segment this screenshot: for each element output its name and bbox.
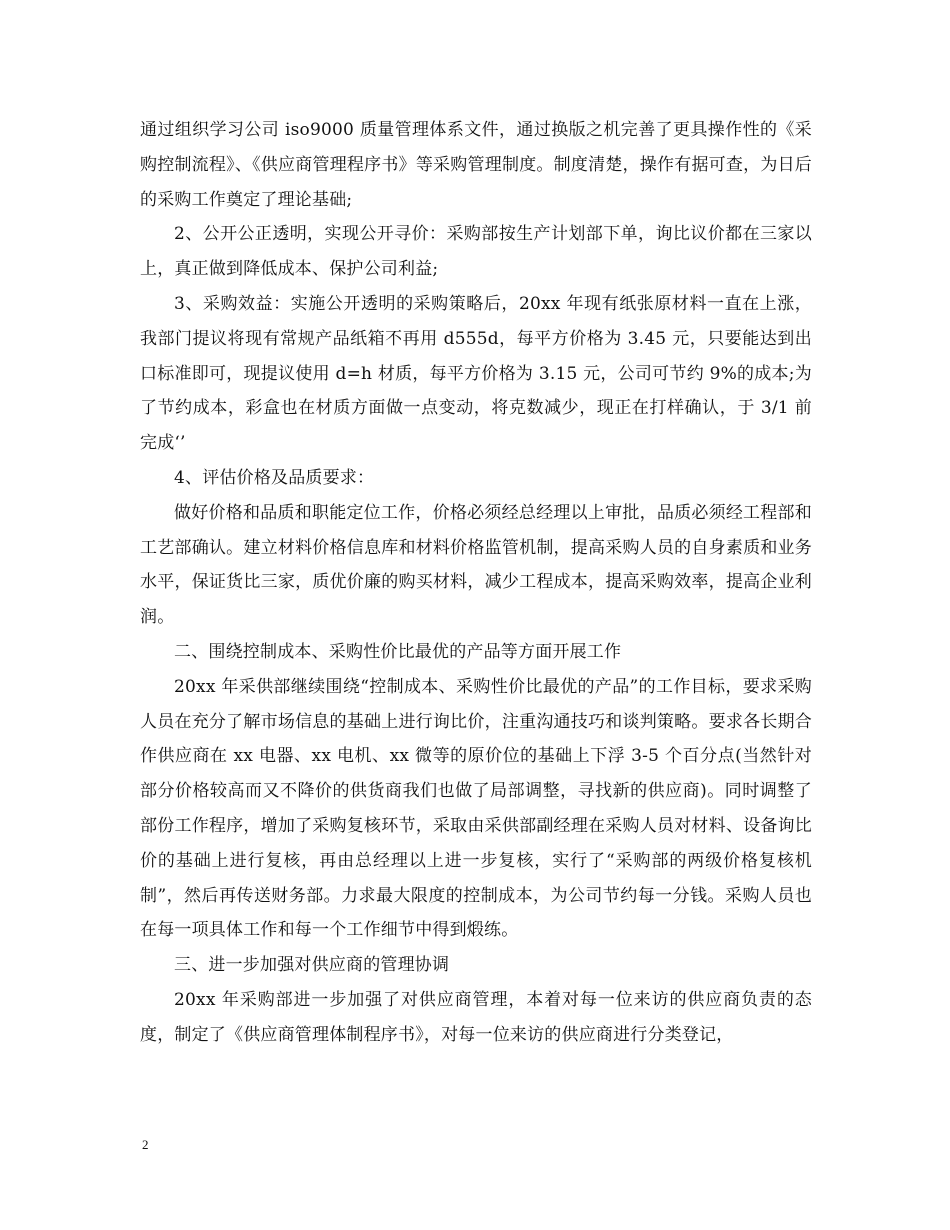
paragraph-2: 2、公开公正透明，实现公开寻价：采购部按生产计划部下单，询比议价都在三家以上，真正做到降低成本、保护公司利益;	[140, 224, 812, 280]
paragraph-4: 4、评估价格及品质要求：	[174, 467, 375, 488]
paragraph-3: 3、采购效益：实施公开透明的采购策略后，20xx 年现有纸张原材料一直在上涨，我部门提议将现有常规产品纸箱不再用 d555d，每平方价格为 3.45 元，只要能达到出口标准即可，现提议使用 d=h 材质，每平方价格为 3.15 元，公司可节约 9%的成本;为了节约成本，彩盒也在材质方面做一点变动，将克数减少，现正在打样确认，于 3/1 前完成‘’	[140, 293, 812, 454]
paragraph-1: 通过组织学习公司 iso9000 质量管理体系文件，通过换版之机完善了更具操作性的《采购控制流程》、《供应商管理程序书》等采购管理制度。制度清楚，操作有据可查，为日后的采购工作奠定了理论基础;	[140, 120, 812, 210]
paragraph-5: 做好价格和品质和职能定位工作，价格必须经总经理以上审批，品质必须经工程部和工艺部确认。建立材料价格信息库和材料价格监管机制，提高采购人员的自身素质和业务水平，保证货比三家，质优价廉的购买材料，减少工程成本，提高采购效率，提高企业利润。	[140, 502, 812, 628]
paragraph-6: 20xx 年采供部继续围绕“控制成本、采购性价比最优的产品”的工作目标，要求采购人员在充分了解市场信息的基础上进行询比价，注重沟通技巧和谈判策略。要求各长期合作供应商在 xx 电器、xx 电机、xx 微等的原价位的基础上下浮 3-5 个百分点(当然针对部分价格较高而又不降价的供货商我们也做了局部调整，寻找新的供应商)。同时调整了部份工作程序，增加了采购复核环节，采取由采供部副经理在采购人员对材料、设备询比价的基础上进行复核，再由总经理以上进一步复核，实行了“采购部的两级价格复核机制”，然后再传送财务部。力求最大限度的控制成本，为公司节约每一分钱。采购人员也在每一项具体工作和每一个工作细节中得到煅练。	[140, 676, 812, 941]
page-number: 2	[142, 1137, 149, 1152]
section-heading-2: 二、围绕控制成本、采购性价比最优的产品等方面开展工作	[174, 641, 622, 662]
document-body	[140, 113, 812, 1053]
paragraph-7: 20xx 年采购部进一步加强了对供应商管理，本着对每一位来访的供应商负责的态度，制定了《供应商管理体制程序书》，对每一位来访的供应商进行分类登记，	[140, 989, 812, 1045]
section-heading-3: 三、进一步加强对供应商的管理协调	[174, 955, 450, 976]
